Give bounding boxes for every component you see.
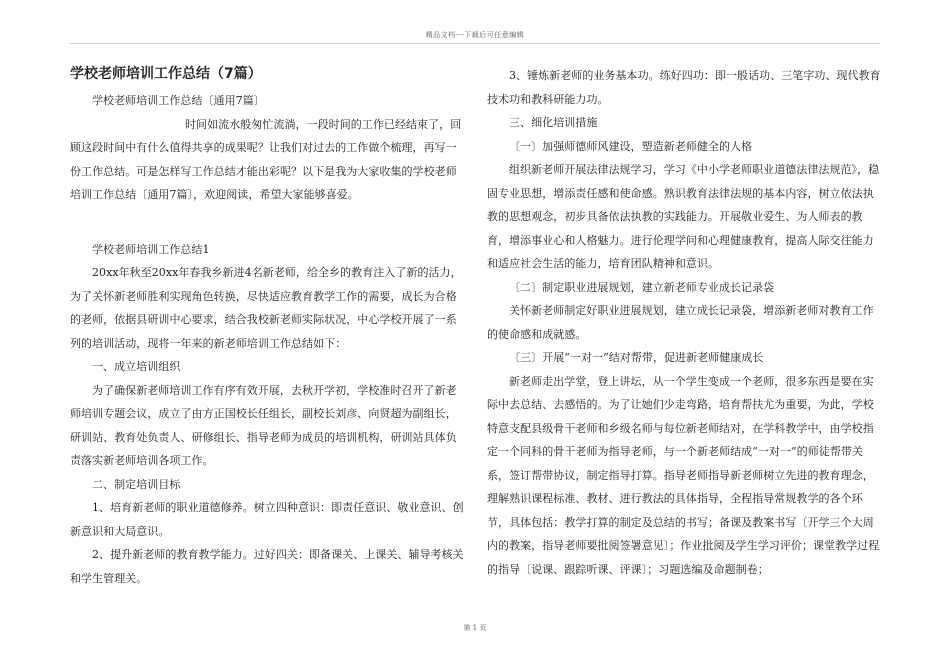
body-paragraph: 关怀新老师制定好职业进展规划，建立成长记录袋，增添新老师对教育工作的使命感和成就感。 <box>487 304 874 341</box>
subsection-heading: 〔一〕加强师德师风建设，塑造新老师健全的人格 <box>509 139 753 153</box>
page-header: 精品文档---下载后可任意编辑 <box>425 31 525 39</box>
header-divider <box>70 43 880 44</box>
section-heading: 学校老师培训工作总结1 <box>92 242 210 256</box>
subsection-heading: 〔二〕制定职业进展规划，建立新老师专业成长记录袋 <box>509 280 775 294</box>
left-column <box>70 64 465 590</box>
body-paragraph: 新老师走出学堂，登上讲坛，从一个学生变成一个老师，很多东西是要在实际中去总结、去感悟的。为了让她们少走弯路，培育帮扶尤为重要，为此，学校特意支配县级骨干老师和乡级名师与每位新老师结对，在学科教学中，由学校指定一个同科的骨干老师为指导老师，与一个新老师结成“一对一”的师徒帮带关系，签订帮带协议，制定指导打算。指导老师指导新老师树立先进的教育理念，理解熟识课程标准、教材、进行教法的具体指导，全程指导常规教学的各个环节，具体包括：教学打算的制定及总结的书写；备课及教案书写〔开学三个大周内的教案，指导老师要批阅签署意见〕；作业批阅及学生学习评价；课堂教学过程的指导〔说课、跟踪听课、评课〕；习题选编及命题制卷； <box>487 374 880 576</box>
section-heading: 二、制定培训目标 <box>92 477 181 491</box>
section-heading: 三、细化培训措施 <box>509 116 598 129</box>
document-title: 学校老师培训工作总结（7篇） <box>70 66 262 82</box>
body-paragraph: 2、提升新老师的教育教学能力。过好四关：即备课关、上课关、辅导考核关和学生管理关。 <box>70 548 464 585</box>
paragraph-gap <box>70 207 465 238</box>
body-paragraph: 为了确保新老师培训工作有序有效开展，去秋开学初，学校准时召开了新老师培训专题会议，成立了由方正国校长任组长，副校长刘彦、向贤超为副组长，研训站、教育处负责人、研修组长、指导老师为成员的培训机构，研训站具体负责落实新老师培训各项工作。 <box>70 383 457 467</box>
subsection-heading: 〔三〕开展“一对一”结对帮带，促进新老师健康成长 <box>509 351 764 364</box>
page-number: 第 1 页 <box>463 624 487 632</box>
section-heading: 一、成立培训组织 <box>92 360 181 373</box>
body-paragraph: 1、培育新老师的职业道德修养。树立四种意识：即责任意识、敬业意识、创新意识和大局意识。 <box>70 501 464 538</box>
body-paragraph: 20xx年秋至20xx年春我乡新进4名新老师，给全乡的教育注入了新的活力，为了关怀新老师胜利实现角色转换，尽快适应教育教学工作的需要，成长为合格的老师，依据县研训中心要求，结合我校新老师实际状况，中心学校开展了一系列的培训活动，现将一年来的新老师培训工作总结如下： <box>70 266 462 350</box>
subtitle-paragraph: 学校老师培训工作总结〔通用7篇〕 <box>92 94 265 107</box>
body-paragraph: 组织新老师开展法律法规学习，学习《中小学老师职业道德法律法规范》，稳固专业思想，增添责任感和使命感。熟识教育法律法规的基本内容，树立依法执教的思想观念，初步具备依法执教的实践能力。开展敬业爱生、为人师表的教育，增添事业心和人格魅力。进行伦理学问和心理健康教育，提高人际交往能力和适应社会生活的能力，培育团队精神和意识。 <box>487 163 880 270</box>
right-column <box>487 64 882 581</box>
intro-paragraph: 时间如流水般匆忙流淌，一段时间的工作已经结束了，回顾这段时间中有什么值得共享的成果呢？让我们对过去的工作做个梳理，再写一份工作总结。可是怎样写工作总结才能出彩呢？以下是我为大家收集的学校老师培训工作总结〔通用7篇〕，欢迎阅读，希望大家能够喜爱。 <box>70 117 462 201</box>
body-paragraph: 3、锤炼新老师的业务基本功。练好四功：即一般话功、三笔字功、现代教育技术功和教科研能力功。 <box>487 69 881 106</box>
